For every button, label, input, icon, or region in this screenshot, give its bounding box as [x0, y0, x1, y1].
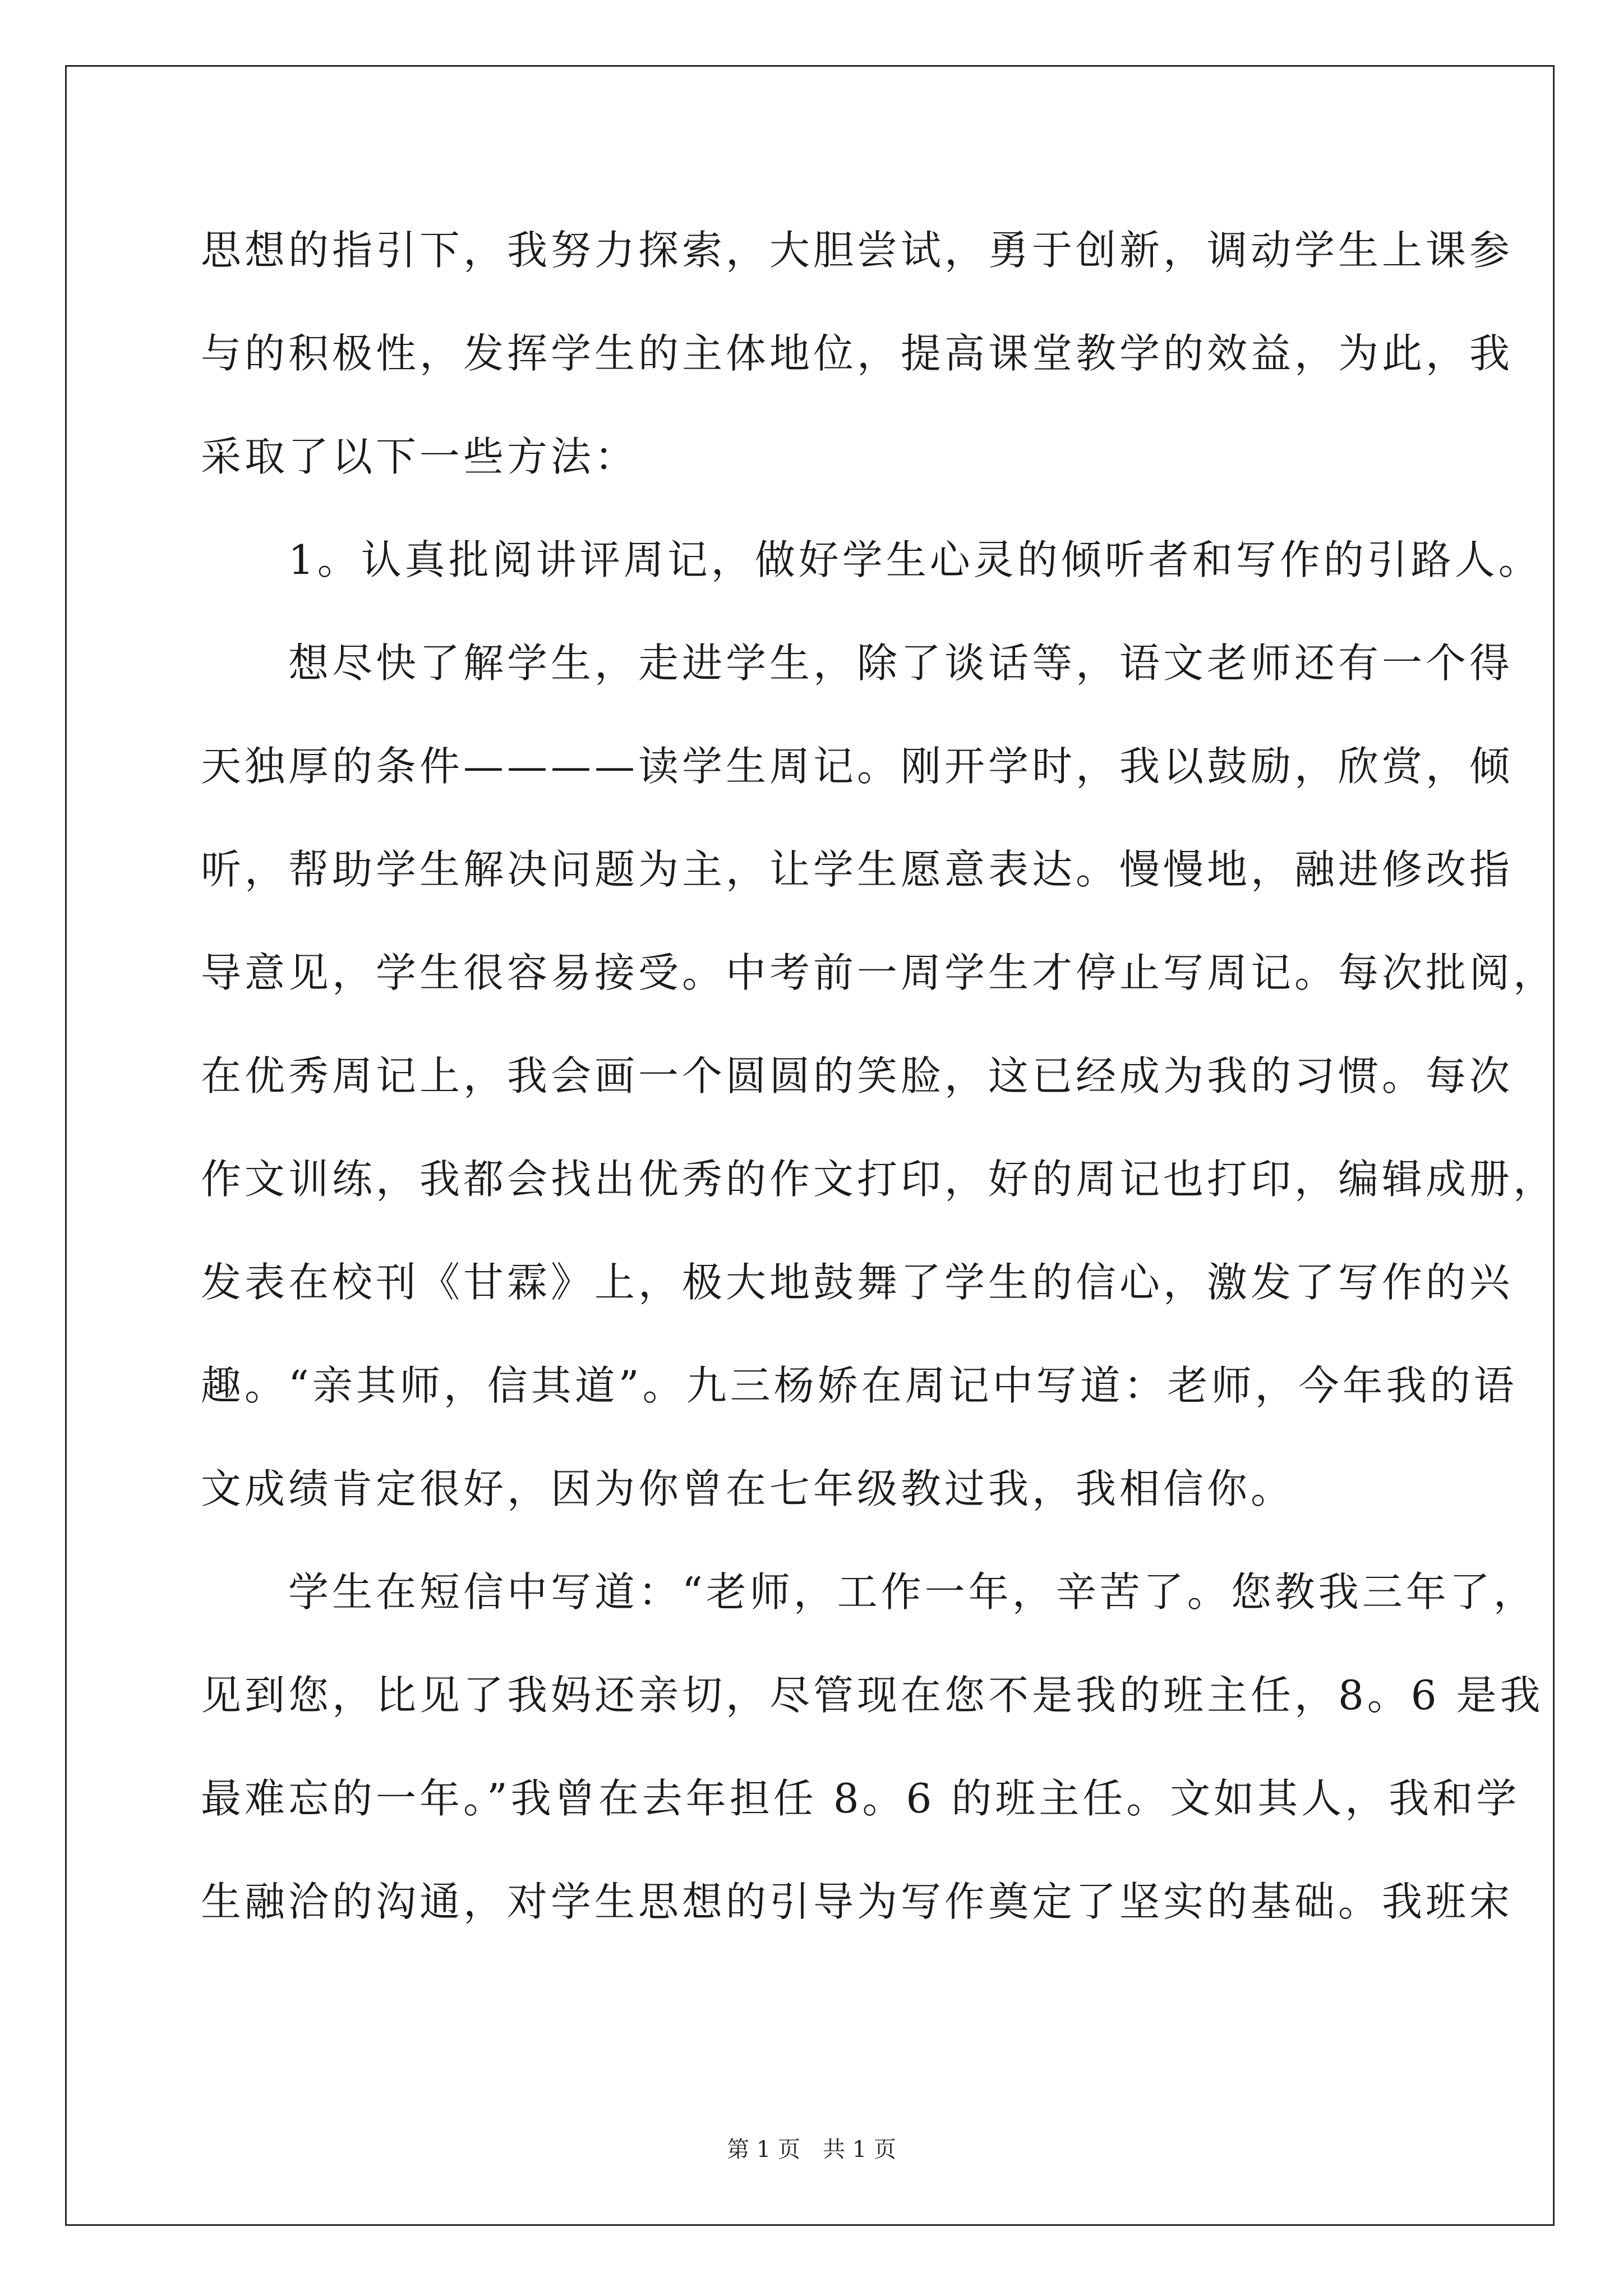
text-line: 想尽快了解学生，走进学生，除了谈话等，语文老师还有一个得	[201, 639, 1514, 687]
text-line: 学生在短信中写道：“老师，工作一年，辛苦了。您教我三年了，	[201, 1568, 1537, 1616]
text-line: 最难忘的一年。”我曾在去年担任 8。6 的班主任。文如其人，我和学	[201, 1775, 1520, 1822]
text-line: 作文训练，我都会找出优秀的作文打印，好的周记也打印，编辑成册，	[201, 1156, 1557, 1203]
text-line: 1。认真批阅讲评周记，做好学生心灵的倾听者和写作的引路人。	[201, 536, 1542, 583]
text-line: 见到您，比见了我妈还亲切，尽管现在您不是我的班主任，8。6 是我	[201, 1672, 1544, 1719]
text-line: 听，帮助学生解决问题为主，让学生愿意表达。慢慢地，融进修改指	[201, 846, 1514, 893]
text-line: 采取了以下一些方法：	[201, 433, 639, 480]
text-line: 文成绩肯定很好，因为你曾在七年级教过我，我相信你。	[201, 1465, 1295, 1512]
text-line: 生融洽的沟通，对学生思想的引导为写作奠定了坚实的基础。我班宋	[201, 1878, 1514, 1925]
text-line: 天独厚的条件————读学生周记。刚开学时，我以鼓励，欣赏，倾	[201, 743, 1514, 790]
page-number-footer: 第 1 页 共 1 页	[727, 2137, 896, 2162]
text-line: 在优秀周记上，我会画一个圆圆的笑脸，这已经成为我的习惯。每次	[201, 1052, 1514, 1099]
text-line: 思想的指引下，我努力探索，大胆尝试，勇于创新，调动学生上课参	[201, 227, 1514, 274]
text-line: 趣。“亲其师，信其道”。九三杨娇在周记中写道：老师，今年我的语	[201, 1362, 1518, 1409]
text-line: 导意见，学生很容易接受。中考前一周学生才停止写周记。每次批阅，	[201, 949, 1557, 996]
text-line: 与的积极性，发挥学生的主体地位，提高课堂教学的效益，为此，我	[201, 330, 1514, 377]
document-body	[201, 218, 1557, 1972]
text-line: 发表在校刊《甘霖》上，极大地鼓舞了学生的信心，激发了写作的兴	[201, 1259, 1514, 1306]
